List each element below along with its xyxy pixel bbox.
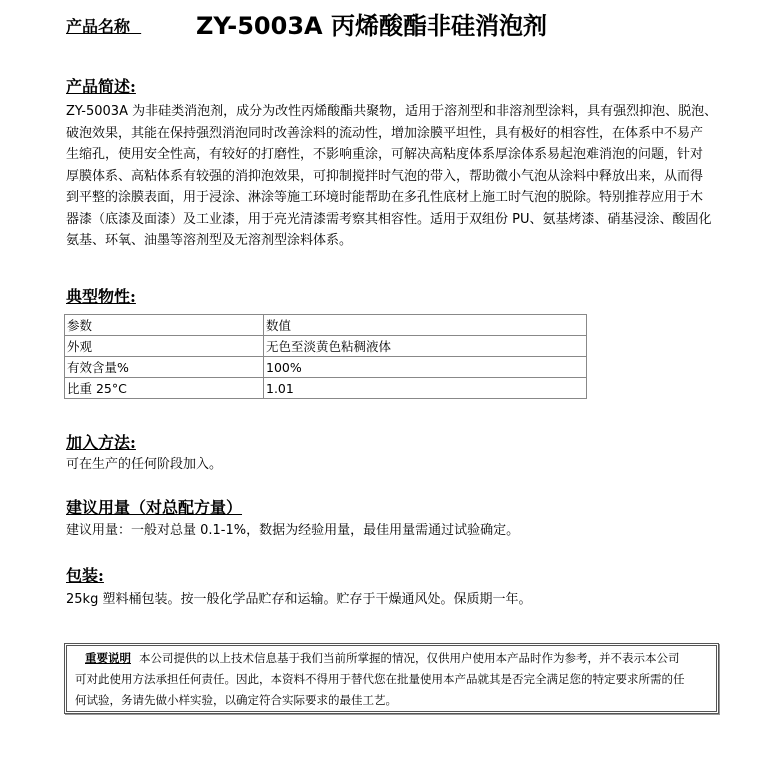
addition-heading: 加入方法:	[66, 433, 136, 452]
disclaimer-line: 可对此使用方法承担任何责任。因此，本资料不得用于替代您在批量使用本产品就其是否完全满足您的特定要求所需的任	[75, 672, 685, 686]
intro-line: 氨基、环氧、油墨等溶剂型及无溶剂型涂料体系。	[66, 233, 353, 248]
dosage-text: 建议用量：一般对总量 0.1-1%，数据为经验用量，最佳用量需通过试验确定。	[66, 523, 520, 538]
intro-paragraph	[66, 101, 766, 252]
intro-line: 破泡效果，其能在保持强烈消泡同时改善涂料的流动性，增加涂膜平坦性，具有极好的相容性，在体系中不易产	[66, 125, 704, 141]
intro-line: 器漆（底漆及面漆）及工业漆，用于亮光清漆需考察其相容性。适用于双组份 PU、氨基烤漆、硝基浸涂、酸固化	[66, 211, 712, 227]
packaging-heading: 包装:	[66, 566, 104, 585]
intro-line: ZY-5003A 为非硅类消泡剂，成分为改性丙烯酸酯共聚物，适用于溶剂型和非溶剂型涂料，具有强烈抑泡、脱泡、	[66, 104, 718, 119]
intro-line: 生缩孔，使用安全性高，有较好的打磨性，不影响重涂，可解决高粘度体系厚涂体系易起泡难消泡的问题，针对	[66, 147, 704, 162]
properties-table	[64, 314, 587, 399]
table-row	[65, 378, 587, 399]
table-cell: 1.01	[264, 378, 587, 399]
product-title: ZY-5003A 丙烯酸酯非硅消泡剂	[196, 12, 547, 40]
table-cell: 无色至淡黄色粘稠液体	[264, 336, 587, 357]
addition-text: 可在生产的任何阶段加入。	[66, 457, 223, 472]
table-row	[65, 336, 587, 357]
dosage-heading: 建议用量（对总配方量）	[66, 498, 243, 517]
disclaimer-line: 何试验，务请先做小样实验，以确定符合实际要求的最佳工艺。	[75, 693, 397, 707]
intro-line: 到平整的涂膜表面，用于浸涂、淋涂等施工环境时能帮助在多孔性底材上施工时气泡的脱除。特别推荐应用于木	[66, 190, 704, 205]
table-cell: 数值	[264, 315, 587, 336]
table-cell: 参数	[65, 315, 264, 336]
intro-line: 厚膜体系、高粘体系有较强的消抑泡效果，可抑制搅拌时气泡的带入，帮助微小气泡从涂料中释放出来，从而得	[66, 168, 704, 184]
packaging-text: 25kg 塑料桶包装。按一般化学品贮存和运输。贮存于干燥通风处。保质期一年。	[66, 592, 532, 607]
disclaimer-label: 重要说明	[85, 651, 131, 665]
table-row	[65, 357, 587, 378]
product-name-label: 产品名称	[66, 17, 142, 36]
table-cell: 有效含量%	[65, 357, 264, 378]
table-cell: 外观	[65, 336, 264, 357]
disclaimer-line: 本公司提供的以上技术信息基于我们当前所掌握的情况，仅供用户使用本产品时作为参考，并不表示本公司	[139, 651, 680, 665]
table-cell: 100%	[264, 357, 587, 378]
disclaimer-box	[64, 643, 719, 714]
intro-heading: 产品简述:	[66, 77, 136, 96]
table-cell: 比重 25°C	[65, 378, 264, 399]
properties-heading: 典型物性:	[66, 287, 136, 306]
table-row	[65, 315, 587, 336]
